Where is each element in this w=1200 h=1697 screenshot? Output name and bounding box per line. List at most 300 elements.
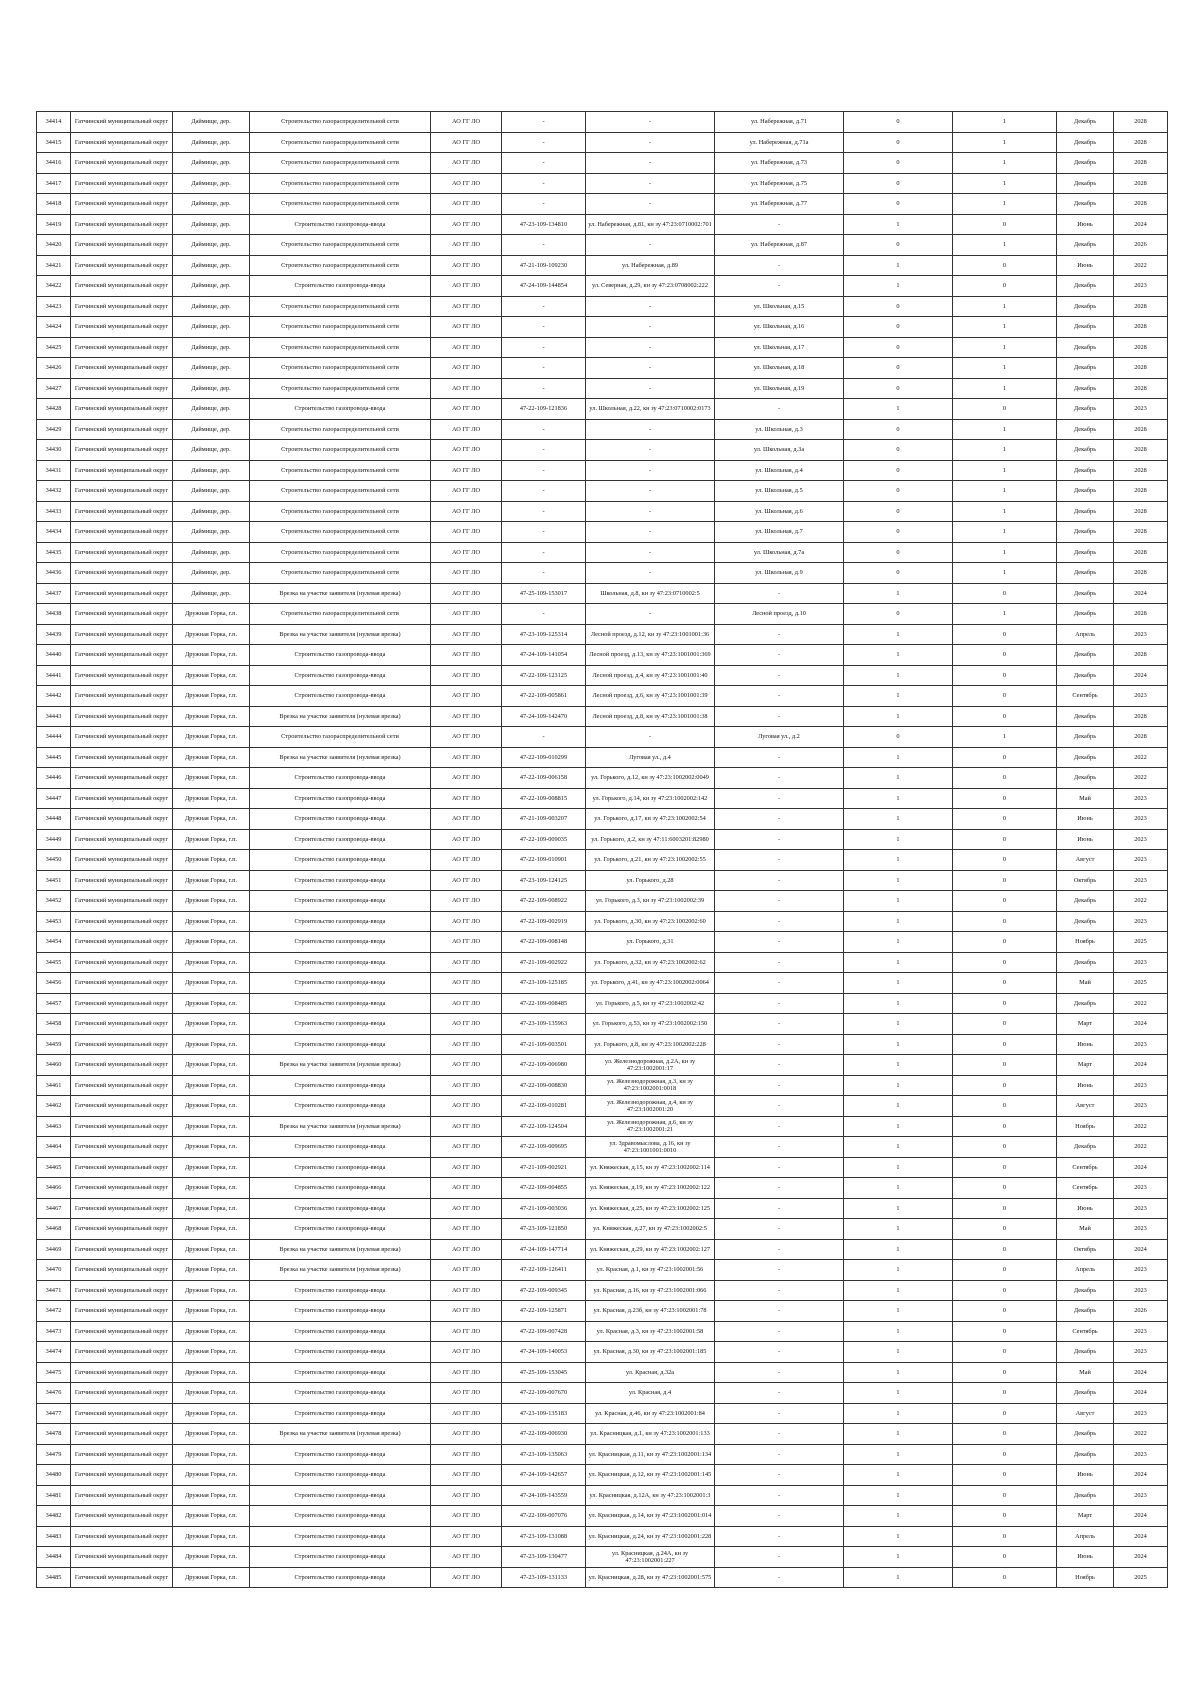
cell-network-count: 0 [953,1157,1057,1178]
cell-network-address: - [715,1301,844,1322]
cell-row-number: 34470 [37,1260,71,1281]
cell-organization: АО ГГ ЛО [431,235,502,256]
cell-application-number: 47-22-109-009695 [502,1137,586,1158]
cell-year: 2023 [1114,686,1168,707]
cell-network-count: 1 [953,235,1057,256]
cell-network-count: 0 [953,1444,1057,1465]
cell-year: 2024 [1114,1157,1168,1178]
cell-row-number: 34445 [37,747,71,768]
cell-input-count: 1 [844,645,953,666]
cell-application-number: - [502,604,586,625]
cell-network-address: - [715,1055,844,1076]
cell-applicant-address: ул. Красная, д.1, кн зу 47:23:1002001:56 [586,1260,715,1281]
cell-year: 2023 [1114,1321,1168,1342]
table-row [37,481,1168,502]
cell-row-number: 34485 [37,1567,71,1588]
cell-application-number: 47-25-109-153045 [502,1362,586,1383]
cell-network-address: - [715,809,844,830]
cell-work-type: Строительство газораспределительной сети [250,255,431,276]
cell-input-count: 1 [844,1444,953,1465]
cell-application-number: 47-24-109-144854 [502,276,586,297]
cell-application-number: - [502,440,586,461]
cell-row-number: 34465 [37,1157,71,1178]
cell-district: Гатчинский муниципальный округ [71,317,173,338]
cell-applicant-address: ул. Красницкая, д.1, кн зу 47:23:1002001:133 [586,1424,715,1445]
cell-input-count: 1 [844,1342,953,1363]
cell-month: Сентябрь [1057,1157,1114,1178]
cell-district: Гатчинский муниципальный округ [71,399,173,420]
cell-input-count: 1 [844,1219,953,1240]
table-row [37,460,1168,481]
cell-input-count: 0 [844,604,953,625]
cell-applicant-address: - [586,542,715,563]
cell-row-number: 34468 [37,1219,71,1240]
cell-network-address: - [715,1116,844,1137]
cell-work-type: Строительство газопровода-ввода [250,1198,431,1219]
cell-applicant-address: - [586,501,715,522]
cell-month: Декабрь [1057,173,1114,194]
cell-applicant-address: ул. Красницкая, д.24А, кн зу 47:23:1002001:227 [586,1547,715,1568]
cell-month: Декабрь [1057,358,1114,379]
cell-application-number: 47-22-109-006930 [502,1424,586,1445]
cell-district: Гатчинский муниципальный округ [71,911,173,932]
cell-month: Июнь [1057,809,1114,830]
cell-row-number: 34447 [37,788,71,809]
cell-applicant-address: Лесной проезд, д.4, кн зу 47:23:1001001:40 [586,665,715,686]
cell-network-address: - [715,276,844,297]
cell-district: Гатчинский муниципальный округ [71,1178,173,1199]
cell-work-type: Строительство газопровода-ввода [250,850,431,871]
cell-district: Гатчинский муниципальный округ [71,1526,173,1547]
cell-district: Гатчинский муниципальный округ [71,1383,173,1404]
cell-year: 2024 [1114,214,1168,235]
cell-work-type: Врезка на участке заявителя (нулевая врезка) [250,1116,431,1137]
cell-settlement: Дружная Горка, г.п. [173,1465,250,1486]
table-row [37,993,1168,1014]
cell-year: 2023 [1114,911,1168,932]
cell-application-number: 47-22-109-008830 [502,1075,586,1096]
cell-district: Гатчинский муниципальный округ [71,788,173,809]
cell-settlement: Дружная Горка, г.п. [173,1055,250,1076]
cell-year: 2028 [1114,378,1168,399]
cell-row-number: 34419 [37,214,71,235]
cell-year: 2024 [1114,583,1168,604]
cell-settlement: Дружная Горка, г.п. [173,1383,250,1404]
cell-settlement: Даймище, дер. [173,112,250,133]
table-row [37,296,1168,317]
cell-input-count: 1 [844,1383,953,1404]
cell-district: Гатчинский муниципальный округ [71,337,173,358]
cell-settlement: Дружная Горка, г.п. [173,973,250,994]
cell-applicant-address: ул. Княжеская, д.25, кн зу 47:23:1002002:125 [586,1198,715,1219]
cell-row-number: 34426 [37,358,71,379]
cell-row-number: 34451 [37,870,71,891]
cell-organization: АО ГГ ЛО [431,809,502,830]
cell-row-number: 34416 [37,153,71,174]
cell-work-type: Строительство газопровода-ввода [250,1137,431,1158]
cell-year: 2024 [1114,1055,1168,1076]
cell-network-count: 0 [953,1301,1057,1322]
cell-applicant-address: ул. Красная, д.46, кн зу 47:23:1002001:84 [586,1403,715,1424]
cell-month: Октябрь [1057,870,1114,891]
cell-row-number: 34469 [37,1239,71,1260]
cell-settlement: Дружная Горка, г.п. [173,932,250,953]
cell-network-address: - [715,850,844,871]
cell-work-type: Строительство газопровода-ввода [250,891,431,912]
cell-network-count: 1 [953,317,1057,338]
cell-applicant-address: ул. Школьная, д.22, кн зу 47:23:0710002:0173 [586,399,715,420]
cell-applicant-address: ул. Красницкая, д.28, кн зу 47:23:1002001:575 [586,1567,715,1588]
cell-network-address: ул. Набережная, д.87 [715,235,844,256]
cell-application-number: 47-24-109-147714 [502,1239,586,1260]
table-row [37,399,1168,420]
cell-applicant-address: Лесной проезд, д.12, кн зу 47:23:1001001:36 [586,624,715,645]
cell-organization: АО ГГ ЛО [431,399,502,420]
table-row [37,1055,1168,1076]
cell-row-number: 34478 [37,1424,71,1445]
cell-work-type: Врезка на участке заявителя (нулевая врезка) [250,624,431,645]
table-row [37,522,1168,543]
cell-row-number: 34434 [37,522,71,543]
cell-month: Апрель [1057,1260,1114,1281]
table-row [37,583,1168,604]
cell-district: Гатчинский муниципальный округ [71,1116,173,1137]
cell-work-type: Строительство газораспределительной сети [250,132,431,153]
cell-organization: АО ГГ ЛО [431,1547,502,1568]
cell-network-count: 0 [953,829,1057,850]
cell-input-count: 0 [844,727,953,748]
cell-settlement: Даймище, дер. [173,358,250,379]
cell-settlement: Дружная Горка, г.п. [173,1014,250,1035]
cell-month: Июнь [1057,1198,1114,1219]
table-row [37,1137,1168,1158]
cell-applicant-address: Луговая ул., д.4 [586,747,715,768]
cell-district: Гатчинский муниципальный округ [71,276,173,297]
cell-application-number: 47-21-109-003036 [502,1198,586,1219]
cell-network-address: - [715,583,844,604]
cell-district: Гатчинский муниципальный округ [71,1547,173,1568]
cell-input-count: 0 [844,194,953,215]
cell-district: Гатчинский муниципальный округ [71,481,173,502]
cell-application-number: 47-22-109-126411 [502,1260,586,1281]
cell-month: Декабрь [1057,399,1114,420]
cell-network-address: - [715,1014,844,1035]
cell-month: Декабрь [1057,1342,1114,1363]
cell-district: Гатчинский муниципальный округ [71,419,173,440]
cell-work-type: Врезка на участке заявителя (нулевая врезка) [250,747,431,768]
table-row [37,563,1168,584]
cell-application-number: - [502,132,586,153]
cell-year: 2023 [1114,870,1168,891]
cell-network-count: 1 [953,358,1057,379]
cell-organization: АО ГГ ЛО [431,891,502,912]
cell-applicant-address: ул. Здравомыслова, д.16, кн зу 47:23:1001001:0010 [586,1137,715,1158]
cell-work-type: Строительство газопровода-ввода [250,686,431,707]
cell-network-count: 1 [953,173,1057,194]
cell-month: Декабрь [1057,993,1114,1014]
cell-work-type: Врезка на участке заявителя (нулевая врезка) [250,706,431,727]
cell-applicant-address: ул. Княжеская, д.19, кн зу 47:23:1002002:122 [586,1178,715,1199]
cell-network-count: 0 [953,276,1057,297]
cell-month: Сентябрь [1057,1321,1114,1342]
cell-organization: АО ГГ ЛО [431,255,502,276]
cell-year: 2023 [1114,1075,1168,1096]
cell-work-type: Строительство газопровода-ввода [250,214,431,235]
cell-network-address: - [715,645,844,666]
cell-application-number: - [502,337,586,358]
cell-application-number: 47-21-109-003207 [502,809,586,830]
cell-application-number: - [502,153,586,174]
cell-organization: АО ГГ ЛО [431,337,502,358]
cell-network-address: - [715,665,844,686]
cell-month: Декабрь [1057,747,1114,768]
cell-month: Декабрь [1057,645,1114,666]
cell-applicant-address: - [586,440,715,461]
cell-work-type: Строительство газораспределительной сети [250,337,431,358]
table-row [37,542,1168,563]
cell-application-number: - [502,419,586,440]
cell-work-type: Строительство газопровода-ввода [250,1383,431,1404]
cell-district: Гатчинский муниципальный округ [71,1239,173,1260]
cell-work-type: Строительство газопровода-ввода [250,809,431,830]
cell-settlement: Дружная Горка, г.п. [173,829,250,850]
cell-organization: АО ГГ ЛО [431,1383,502,1404]
cell-application-number: 47-24-109-140053 [502,1342,586,1363]
cell-input-count: 1 [844,1280,953,1301]
cell-year: 2028 [1114,706,1168,727]
cell-row-number: 34463 [37,1116,71,1137]
cell-organization: АО ГГ ЛО [431,1260,502,1281]
cell-work-type: Врезка на участке заявителя (нулевая врезка) [250,1055,431,1076]
cell-application-number: - [502,358,586,379]
cell-input-count: 1 [844,1301,953,1322]
table-row [37,1321,1168,1342]
cell-application-number: 47-21-109-002921 [502,1157,586,1178]
cell-year: 2023 [1114,1403,1168,1424]
cell-year: 2025 [1114,932,1168,953]
cell-organization: АО ГГ ЛО [431,911,502,932]
cell-district: Гатчинский муниципальный округ [71,1055,173,1076]
table-row [37,194,1168,215]
cell-settlement: Даймище, дер. [173,132,250,153]
cell-applicant-address: - [586,112,715,133]
cell-month: Декабрь [1057,1424,1114,1445]
cell-applicant-address: - [586,419,715,440]
cell-input-count: 1 [844,1239,953,1260]
cell-settlement: Даймище, дер. [173,563,250,584]
cell-network-address: - [715,1342,844,1363]
cell-year: 2028 [1114,604,1168,625]
cell-settlement: Дружная Горка, г.п. [173,1362,250,1383]
cell-network-count: 0 [953,1280,1057,1301]
cell-district: Гатчинский муниципальный округ [71,1342,173,1363]
cell-network-address: ул. Школьная, д.15 [715,296,844,317]
cell-row-number: 34462 [37,1096,71,1117]
cell-settlement: Дружная Горка, г.п. [173,1403,250,1424]
cell-network-count: 1 [953,501,1057,522]
cell-application-number: 47-25-109-153017 [502,583,586,604]
cell-work-type: Строительство газораспределительной сети [250,542,431,563]
cell-input-count: 1 [844,932,953,953]
cell-year: 2028 [1114,522,1168,543]
cell-network-address: - [715,1157,844,1178]
cell-month: Июнь [1057,829,1114,850]
cell-application-number: - [502,194,586,215]
cell-settlement: Дружная Горка, г.п. [173,706,250,727]
cell-organization: АО ГГ ЛО [431,194,502,215]
cell-network-count: 0 [953,870,1057,891]
cell-district: Гатчинский муниципальный округ [71,1137,173,1158]
cell-network-address: - [715,1239,844,1260]
table-row [37,214,1168,235]
cell-organization: АО ГГ ЛО [431,973,502,994]
cell-row-number: 34484 [37,1547,71,1568]
table-row [37,255,1168,276]
cell-month: Декабрь [1057,481,1114,502]
table-row [37,1383,1168,1404]
cell-work-type: Строительство газопровода-ввода [250,645,431,666]
cell-applicant-address: ул. Горького, д.41, кн зу 47:23:1002002:0064 [586,973,715,994]
cell-applicant-address: - [586,153,715,174]
cell-settlement: Дружная Горка, г.п. [173,747,250,768]
cell-year: 2028 [1114,194,1168,215]
cell-application-number: 47-21-109-109230 [502,255,586,276]
cell-network-address: ул. Школьная, д.16 [715,317,844,338]
cell-row-number: 34461 [37,1075,71,1096]
cell-month: Май [1057,788,1114,809]
cell-row-number: 34480 [37,1465,71,1486]
cell-network-address: - [715,1280,844,1301]
cell-work-type: Врезка на участке заявителя (нулевая врезка) [250,583,431,604]
cell-network-address: ул. Школьная, д.7а [715,542,844,563]
cell-work-type: Строительство газораспределительной сети [250,563,431,584]
cell-month: Июнь [1057,255,1114,276]
cell-work-type: Строительство газопровода-ввода [250,1321,431,1342]
cell-input-count: 0 [844,112,953,133]
cell-input-count: 1 [844,1014,953,1035]
cell-year: 2024 [1114,1239,1168,1260]
cell-row-number: 34446 [37,768,71,789]
cell-year: 2023 [1114,1280,1168,1301]
cell-district: Гатчинский муниципальный округ [71,1219,173,1240]
table-row [37,604,1168,625]
cell-work-type: Строительство газораспределительной сети [250,481,431,502]
cell-application-number: 47-22-109-125871 [502,1301,586,1322]
cell-network-address: ул. Школьная, д.3а [715,440,844,461]
cell-work-type: Строительство газопровода-ввода [250,1342,431,1363]
cell-year: 2023 [1114,624,1168,645]
cell-settlement: Дружная Горка, г.п. [173,850,250,871]
cell-input-count: 1 [844,809,953,830]
cell-district: Гатчинский муниципальный округ [71,1403,173,1424]
cell-row-number: 34424 [37,317,71,338]
cell-applicant-address: ул. Набережная, д.89 [586,255,715,276]
cell-work-type: Строительство газораспределительной сети [250,419,431,440]
cell-row-number: 34432 [37,481,71,502]
cell-network-address: ул. Школьная, д.19 [715,378,844,399]
cell-row-number: 34454 [37,932,71,953]
cell-input-count: 1 [844,1075,953,1096]
cell-organization: АО ГГ ЛО [431,624,502,645]
cell-work-type: Строительство газопровода-ввода [250,768,431,789]
cell-applicant-address: ул. Железнодорожная, д.3, кн зу 47:23:1002001:0018 [586,1075,715,1096]
cell-row-number: 34457 [37,993,71,1014]
table-body [37,112,1168,1588]
table-row [37,132,1168,153]
cell-month: Декабрь [1057,132,1114,153]
cell-network-count: 0 [953,952,1057,973]
cell-row-number: 34430 [37,440,71,461]
cell-input-count: 1 [844,665,953,686]
cell-input-count: 1 [844,1506,953,1527]
cell-settlement: Дружная Горка, г.п. [173,1424,250,1445]
cell-row-number: 34475 [37,1362,71,1383]
cell-network-address: ул. Школьная, д.7 [715,522,844,543]
cell-network-address: - [715,932,844,953]
cell-applicant-address: ул. Красницкая, д.14, кн зу 47:23:1002001:014 [586,1506,715,1527]
cell-month: Декабрь [1057,727,1114,748]
cell-month: Июнь [1057,1075,1114,1096]
cell-applicant-address: ул. Горького, д.31 [586,932,715,953]
table-row [37,932,1168,953]
cell-organization: АО ГГ ЛО [431,1014,502,1035]
cell-district: Гатчинский муниципальный округ [71,1034,173,1055]
cell-network-count: 0 [953,706,1057,727]
cell-row-number: 34414 [37,112,71,133]
cell-settlement: Дружная Горка, г.п. [173,1567,250,1588]
cell-network-count: 0 [953,1424,1057,1445]
cell-organization: АО ГГ ЛО [431,686,502,707]
cell-work-type: Строительство газопровода-ввода [250,276,431,297]
cell-district: Гатчинский муниципальный округ [71,501,173,522]
cell-settlement: Дружная Горка, г.п. [173,1157,250,1178]
table-row [37,1526,1168,1547]
cell-input-count: 1 [844,1137,953,1158]
cell-settlement: Дружная Горка, г.п. [173,1444,250,1465]
cell-applicant-address: ул. Горького, д.28 [586,870,715,891]
cell-applicant-address: ул. Княжеская, д.29, кн зу 47:23:1002002:127 [586,1239,715,1260]
cell-row-number: 34453 [37,911,71,932]
cell-settlement: Дружная Горка, г.п. [173,1280,250,1301]
cell-row-number: 34440 [37,645,71,666]
cell-organization: АО ГГ ЛО [431,952,502,973]
cell-month: Декабрь [1057,440,1114,461]
cell-input-count: 1 [844,1465,953,1486]
table-row [37,1198,1168,1219]
cell-applicant-address: Лесной проезд, д.6, кн зу 47:23:1001001:39 [586,686,715,707]
cell-work-type: Строительство газораспределительной сети [250,358,431,379]
cell-application-number: 47-22-109-004855 [502,1178,586,1199]
cell-application-number: - [502,460,586,481]
cell-application-number: 47-23-109-124125 [502,870,586,891]
cell-input-count: 0 [844,542,953,563]
table-row [37,645,1168,666]
cell-settlement: Даймище, дер. [173,481,250,502]
cell-settlement: Дружная Горка, г.п. [173,788,250,809]
cell-district: Гатчинский муниципальный округ [71,296,173,317]
cell-applicant-address: ул. Красная, д.32а [586,1362,715,1383]
cell-input-count: 1 [844,1198,953,1219]
cell-application-number: - [502,317,586,338]
cell-application-number: 47-22-109-008815 [502,788,586,809]
cell-year: 2024 [1114,1383,1168,1404]
cell-applicant-address: - [586,522,715,543]
cell-applicant-address: ул. Красная, д.23б, кн зу 47:23:1002001:78 [586,1301,715,1322]
cell-year: 2023 [1114,850,1168,871]
table-row [37,419,1168,440]
cell-input-count: 0 [844,501,953,522]
cell-month: Март [1057,1014,1114,1035]
